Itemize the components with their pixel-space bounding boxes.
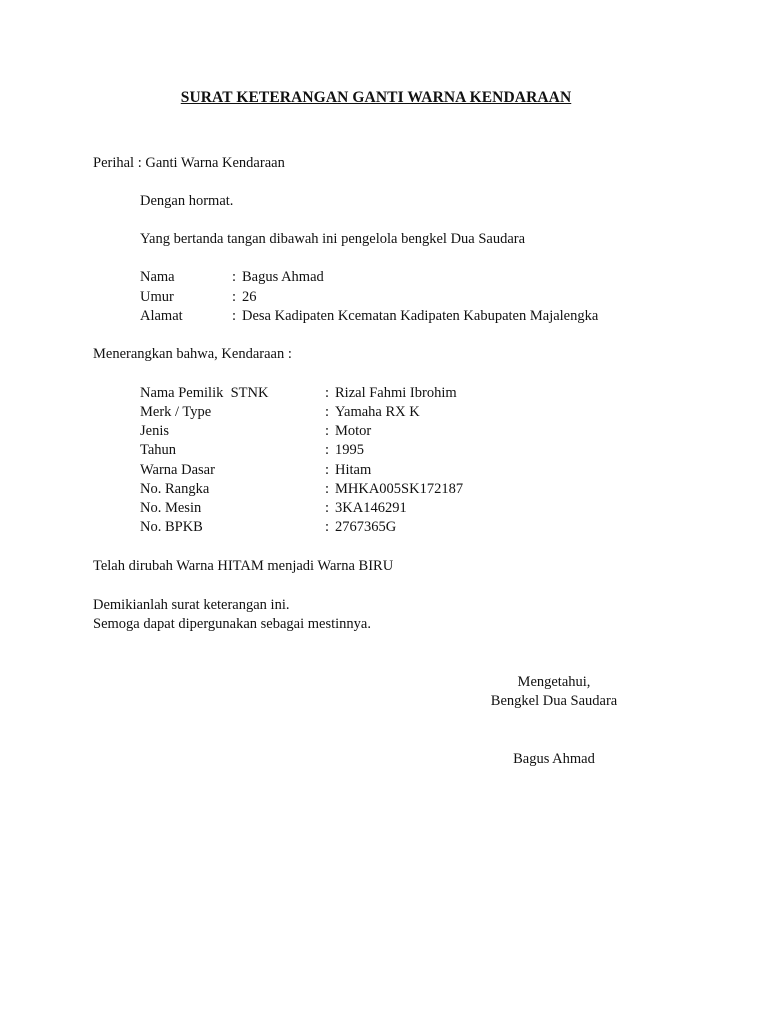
signature-organization: Bengkel Dua Saudara (490, 693, 618, 709)
vehicle-separator: : (325, 500, 330, 516)
identity-label: Umur (140, 289, 174, 305)
vehicle-row-year (140, 441, 364, 460)
vehicle-value: MHKA005SK172187 (335, 481, 464, 497)
identity-value: Bagus Ahmad (242, 269, 324, 285)
vehicle-separator: : (325, 404, 330, 420)
identity-row-age (140, 288, 257, 307)
vehicle-intro: Menerangkan bahwa, Kendaraan : (93, 346, 292, 362)
vehicle-label: Warna Dasar (140, 462, 215, 478)
signature-acknowledged: Mengetahui, (517, 674, 591, 690)
vehicle-label: No. Mesin (140, 500, 202, 516)
vehicle-row-frame-number (140, 480, 463, 499)
vehicle-value: Motor (335, 423, 372, 439)
vehicle-value: 3KA146291 (335, 500, 407, 516)
intro-paragraph: Yang bertanda tangan dibawah ini pengelola bengkel Dua Saudara (140, 231, 526, 247)
vehicle-label: No. Rangka (140, 481, 210, 497)
vehicle-row-brand (140, 403, 420, 422)
vehicle-value: 1995 (335, 442, 364, 458)
vehicle-separator: : (325, 423, 330, 439)
closing-line-2: Semoga dapat dipergunakan sebagai mestinnya. (93, 616, 371, 632)
vehicle-row-bpkb-number (140, 518, 396, 537)
identity-value: 26 (242, 289, 257, 305)
vehicle-row-base-color (140, 461, 371, 480)
vehicle-separator: : (325, 519, 330, 535)
identity-separator: : (232, 308, 237, 324)
vehicle-label: Jenis (140, 423, 169, 439)
vehicle-value: Yamaha RX K (335, 404, 420, 420)
vehicle-label: Merk / Type (140, 404, 212, 420)
vehicle-separator: : (325, 462, 330, 478)
closing-line-1: Demikianlah surat keterangan ini. (93, 597, 290, 613)
vehicle-value: 2767365G (335, 519, 397, 535)
signature-name: Bagus Ahmad (513, 751, 595, 767)
identity-label: Nama (140, 269, 175, 285)
identity-separator: : (232, 269, 237, 285)
vehicle-label: No. BPKB (140, 519, 203, 535)
subject-line: Perihal : Ganti Warna Kendaraan (93, 155, 285, 171)
identity-separator: : (232, 289, 237, 305)
vehicle-row-owner (140, 384, 457, 403)
vehicle-label: Nama Pemilik STNK (140, 385, 269, 401)
vehicle-separator: : (325, 481, 330, 497)
letter-title: SURAT KETERANGAN GANTI WARNA KENDARAAN (180, 89, 572, 106)
vehicle-row-type (140, 422, 371, 441)
vehicle-value: Rizal Fahmi Ibrohim (335, 385, 457, 401)
change-statement: Telah dirubah Warna HITAM menjadi Warna BIRU (93, 558, 394, 574)
identity-value: Desa Kadipaten Kcematan Kadipaten Kabupaten Majalengka (242, 308, 599, 324)
identity-row-name (140, 268, 324, 287)
identity-label: Alamat (140, 308, 183, 324)
vehicle-label: Tahun (140, 442, 177, 458)
vehicle-value: Hitam (335, 462, 372, 478)
vehicle-separator: : (325, 385, 330, 401)
vehicle-row-engine-number (140, 499, 407, 518)
identity-row-address (140, 307, 598, 326)
vehicle-separator: : (325, 442, 330, 458)
greeting: Dengan hormat. (140, 193, 234, 209)
